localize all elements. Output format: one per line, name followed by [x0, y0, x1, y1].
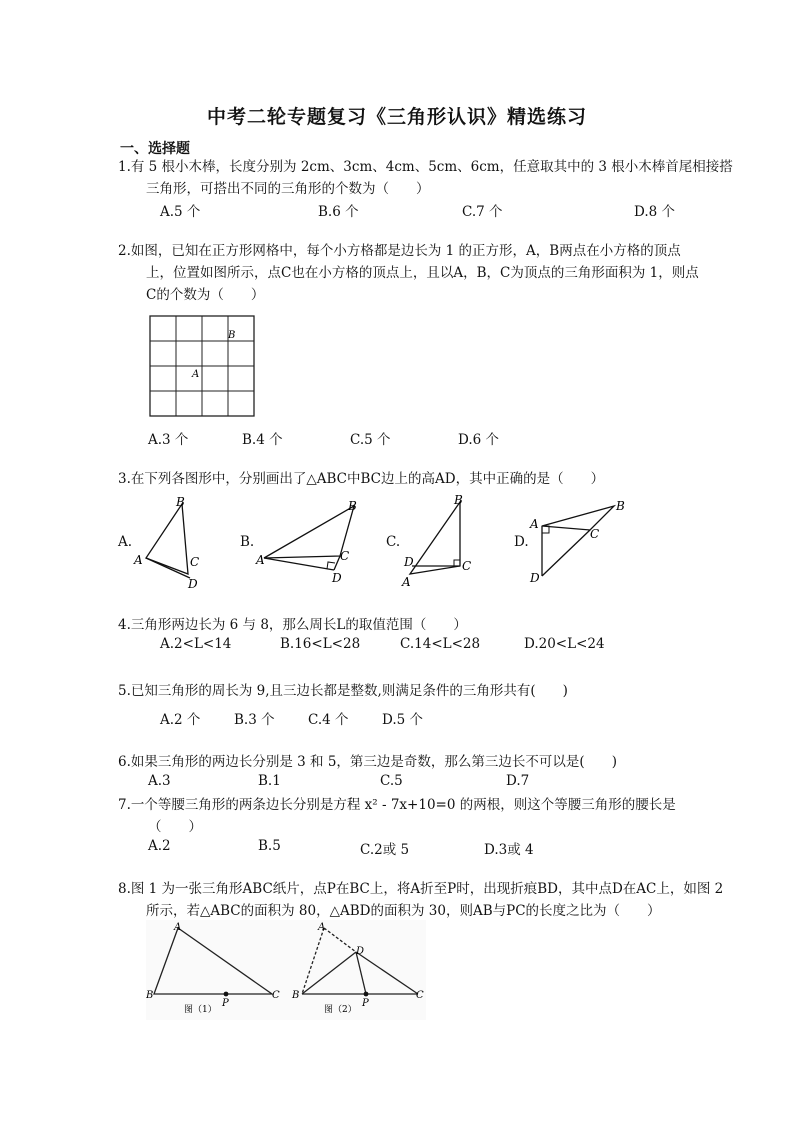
q3d-label-d: D [530, 571, 540, 585]
q3-figure-d [526, 494, 636, 590]
q8-figures [146, 920, 426, 1020]
q3-figure-b [254, 494, 370, 590]
q2-grid-figure [148, 314, 256, 418]
q3b-label-d: D [332, 571, 342, 585]
q1-option-b[interactable]: B.6 个 [318, 204, 359, 220]
q3-figure-c [398, 494, 478, 590]
q8-line-1: 8.图 1 为一张三角形ABC纸片，点P在BC上，将A折至P时，出现折痕BD，其中点D在AC上，如图 2 [118, 881, 724, 897]
q5-option-c[interactable]: C.4 个 [308, 712, 349, 728]
q8-line-2: 所示，若△ABC的面积为 80，△ABD的面积为 30，则AB与PC的长度之比为（ ） [146, 903, 661, 919]
q7-option-b[interactable]: B.5 [258, 838, 281, 854]
q7-line-2: （ ） [148, 819, 202, 835]
q5-line-1: 5.已知三角形的周长为 9,且三边长都是整数,则满足条件的三角形共有( ) [118, 683, 568, 699]
q8-caption-1: 图（1） [184, 1005, 217, 1015]
q1-option-d[interactable]: D.8 个 [634, 204, 676, 220]
q8f1-label-a: A [174, 922, 182, 933]
q4-line-1: 4.三角形两边长为 6 与 8，那么周长L的取值范围（ ） [118, 617, 467, 633]
q4-option-d[interactable]: D.20<L<24 [524, 636, 605, 652]
q4-option-b[interactable]: B.16<L<28 [280, 636, 361, 652]
q4-option-c[interactable]: C.14<L<28 [400, 636, 481, 652]
q8-caption-2: 图（2） [324, 1005, 357, 1015]
q7-line-1: 7.一个等腰三角形的两条边长分别是方程 x² - 7x+10=0 的两根，则这个等腰三角形的腰长是 [118, 797, 676, 813]
q2-option-d[interactable]: D.6 个 [458, 432, 500, 448]
page-title: 中考二轮专题复习《三角形认识》精选练习 [206, 106, 587, 128]
section-heading: 一、选择题 [120, 141, 190, 157]
q7-option-c[interactable]: C.2或 5 [360, 842, 410, 858]
q3-figure-a [130, 494, 210, 590]
q3c-label-b: B [454, 494, 463, 507]
q1-option-a[interactable]: A.5 个 [160, 204, 201, 220]
q4-option-a[interactable]: A.2<L<14 [160, 636, 232, 652]
q6-option-c[interactable]: C.5 [380, 773, 403, 789]
q8f1-label-c: C [272, 990, 280, 1001]
q3c-label-c: C [462, 559, 472, 573]
q3-fig-label-b[interactable]: B. [240, 534, 255, 550]
q5-option-a[interactable]: A.2 个 [160, 712, 201, 728]
q3-fig-label-c[interactable]: C. [386, 534, 401, 550]
q7-option-d[interactable]: D.3或 4 [484, 842, 534, 858]
q2-line-2: 上，位置如图所示，点C也在小方格的顶点上，且以A，B，C为顶点的三角形面积为 1，则点 [146, 265, 699, 281]
q1-line-2: 三角形，可搭出不同的三角形的个数为（ ） [146, 181, 430, 197]
q8f1-label-p: P [222, 998, 229, 1009]
q3b-label-b: B [348, 499, 357, 513]
q6-option-a[interactable]: A.3 [148, 773, 171, 789]
q6-option-b[interactable]: B.1 [258, 773, 281, 789]
q6-option-d[interactable]: D.7 [506, 773, 530, 789]
q3a-label-a: A [134, 553, 143, 567]
q3b-label-a: A [256, 553, 265, 567]
q2-line-3: C的个数为（ ） [146, 287, 265, 303]
q1-option-c[interactable]: C.7 个 [462, 204, 503, 220]
q3-line-1: 3.在下列各图形中，分别画出了△ABC中BC边上的高AD，其中正确的是（ ） [118, 471, 605, 487]
q8f2-label-d: D [356, 946, 365, 957]
q8f1-label-b: B [146, 990, 154, 1001]
q3c-label-d: D [404, 555, 414, 569]
q3a-label-d: D [188, 577, 198, 590]
q7-option-a[interactable]: A.2 [148, 838, 171, 854]
q3c-label-a: A [402, 575, 411, 589]
q2-label-b: B [228, 330, 236, 341]
q8f2-label-c: C [416, 990, 424, 1001]
q3-fig-label-a[interactable]: A. [118, 534, 133, 550]
q5-option-b[interactable]: B.3 个 [234, 712, 275, 728]
q3d-label-b: B [616, 499, 625, 513]
q3-fig-label-d[interactable]: D. [514, 534, 529, 550]
q6-line-1: 6.如果三角形的两边长分别是 3 和 5，第三边是奇数，那么第三边长不可以是( ) [118, 754, 617, 770]
q3d-label-c: C [590, 527, 600, 541]
q3a-label-c: C [190, 555, 200, 569]
q2-label-a: A [192, 369, 200, 380]
q8f2-label-p: P [362, 998, 369, 1009]
q2-option-b[interactable]: B.4 个 [242, 432, 283, 448]
q8f2-label-b: B [292, 990, 300, 1001]
q3a-label-b: B [176, 495, 185, 509]
q3d-label-a: A [530, 517, 539, 531]
q2-line-1: 2.如图，已知在正方形网格中，每个小方格都是边长为 1 的正方形，A，B两点在小方格的顶点 [118, 243, 681, 259]
q8f2-label-a: A [318, 922, 326, 933]
q1-line-1: 1.有 5 根小木棒，长度分别为 2cm、3cm、4cm、5cm、6cm，任意取其中的 3 根小木棒首尾相接搭 [118, 159, 733, 175]
q3b-label-c: C [340, 549, 350, 563]
q5-option-d[interactable]: D.5 个 [382, 712, 424, 728]
q2-option-a[interactable]: A.3 个 [148, 432, 189, 448]
q2-option-c[interactable]: C.5 个 [350, 432, 391, 448]
